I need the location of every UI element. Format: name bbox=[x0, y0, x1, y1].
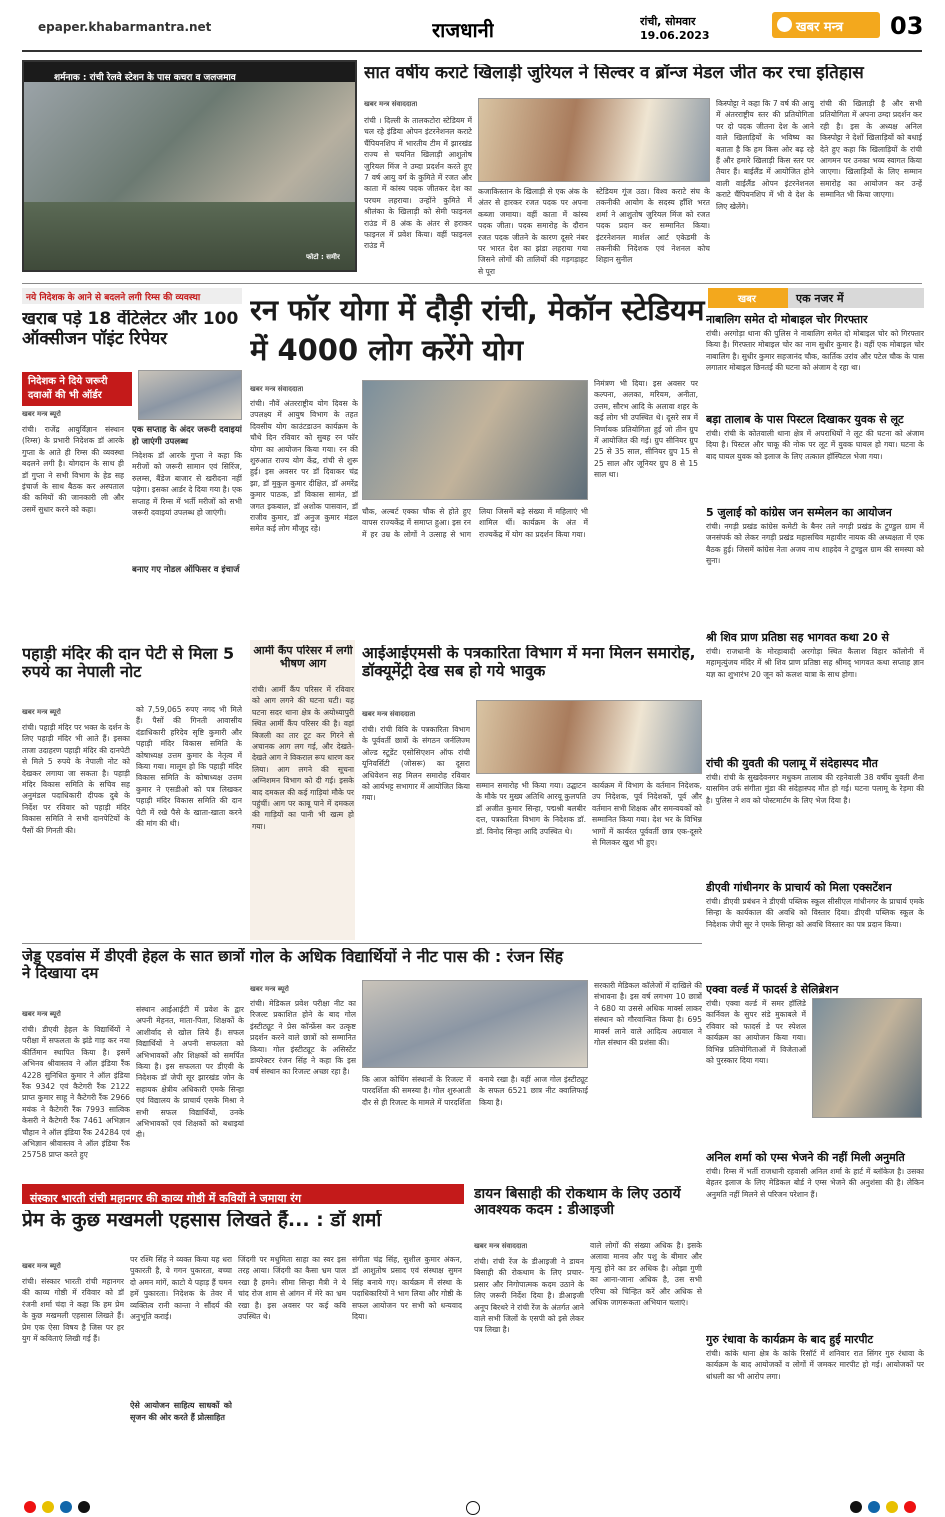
body-journalism-col1: रांची। रांची विवि के पत्रकारिता विभाग के पूर्ववर्ती छात्रों के संगठन जर्नलिज्म ओल्ड स्टूडेंट एसोसिएशन ऑफ रांची यूनिवर्सिटी (जोसरू) का दूसरा अधिवेशन सह मिलन समारोह रविवार को आर्यभट्ट सभागार में आयोजित किया गया। bbox=[362, 725, 470, 803]
section-title: राजधानी bbox=[432, 18, 494, 42]
brand-name: खबर मन्त्र bbox=[796, 20, 844, 35]
color-registration-icon bbox=[886, 1501, 898, 1513]
sidebar-item-body: रांची। रिम्स में भर्ती राजधानी रहवासी अनिल शर्मा के हार्ट में ब्लॉकेज है। उसका बेहतर इलाज के लिए मेडिकल बोर्ड ने एम्स भेजने की अनुशंसा की है। लेकिन अनुमति नहीं मिलने से परिजन परेशान हैं। bbox=[706, 1167, 924, 1199]
header-rule bbox=[22, 50, 922, 52]
sidebar-item-title[interactable]: बड़ा तालाब के पास पिस्टल दिखाकर युवक से लूट bbox=[706, 413, 904, 426]
body-karate-col2: कजाकिस्तान के खिलाड़ी से एक अंक के अंतर से हारकर रजत पदक पर अपना कब्जा जमाया। वहीं काता में कांस्य पदक जीता। पदक समारोह के दौरान रजत पदक जीतने के कारण दूसरे नंबर पर भारत देश का झंडा लहराया गया जिसने लोगों की तालियों की गड़गड़ाहट से पूरा bbox=[478, 187, 588, 276]
subhead-rims: एक सप्ताह के अंदर जरूरी दवाइयां हो जाएंगी उपलब्ध bbox=[132, 425, 242, 447]
sidebar-item-title[interactable]: रांची की युवती की पलामू में संदेहास्पद मौत bbox=[706, 757, 878, 770]
photo-run-for-yoga bbox=[362, 380, 588, 500]
body-witchcraft-col1: रांची। रांची रेंज के डीआइजी ने डायन बिसाही की रोकथाम के लिए प्रचार-प्रसार और निगोपात्मक कदम उठाने के लिए जरूरी निर्देश दिया है। डीआइजी अनूप बिरथरे ने रांची रेंज के अंतर्गत आने वाले सभी जिलों के एसपी को इसे लेकर पत्र लिखा है। bbox=[474, 1257, 584, 1335]
crosshair-icon bbox=[466, 1501, 480, 1515]
sidebar-brand-tag: खबर bbox=[708, 288, 788, 308]
headline-witchcraft[interactable]: डायन बिसाही की रोकथाम के लिए उठायें आवश्यक कदम : डीआइजी bbox=[474, 1186, 681, 1219]
photo-garbage-waterlogging bbox=[24, 82, 355, 270]
page-header bbox=[0, 0, 945, 52]
poetry-banner bbox=[22, 1184, 464, 1204]
body-journalism-col3: कार्यक्रम में विभाग के वर्तमान निदेशक, उप निदेशक, पूर्व निदेशकों, पूर्व और वर्तमान सभी शिक्षक और समन्वयकों को सम्मानित किया गया। देश भर के विभिन्न भागों में कार्यरत पूर्ववर्ती छात्र एक-दूसरे से मिलकर खुश भी हुए। bbox=[592, 781, 702, 848]
byline-rims: खबर मन्त्र ब्यूरो bbox=[22, 410, 61, 418]
body-witchcraft-col2: वाले लोगों की संख्या अधिक है। इसके अलावा मानव और पशु के बीमार और मृत्यु होने का डर अधिक है। ओझा गुणी का आना-जाना अधिक है, उस सभी एरिया को चिन्हित करें और अधिक से अधिक जागरूकता अभियान चलाएं। bbox=[590, 1241, 702, 1308]
sidebar-item-title[interactable]: एक्वा वर्ल्ड में फादर्स डे सेलिब्रेशन bbox=[706, 983, 839, 996]
body-poetry-col3: जिंदगी पर मधुमिता साहा का स्वर इस तरह आया। जिंदगी का कैसा भ्रम पाल रखा है हमने। सीमा सिन्हा मैत्री ने ये चांद रोज शाम से आंगन में मेरे का भ्रम रखा है। इस अवसर पर कई कवि उपस्थित थे। bbox=[238, 1255, 346, 1322]
body-poetry-col1: रांची। संस्कार भारती रांची महानगर की काव्य गोष्ठी में रविवार को डॉ रंजनी शर्मा चंदा ने कहा कि हम प्रेम के कुछ मखमली एहसास लिखते हैं। प्रेम एक ऐसा विषय है जिस पर हर युग में कविताएं लिखी गई हैं। bbox=[22, 1277, 124, 1344]
headline-rims[interactable]: खराब पड़े 18 वेंटिलेटर और 100 ऑक्सीजन पॉइंट रिपेयर bbox=[22, 310, 239, 349]
body-neet-col1: रांची। मेडिकल प्रवेश परीक्षा नीट का रिजल्ट प्रकाशित होने के बाद गोल इंस्टीट्यूट ने प्रेस कॉन्फ्रेंस कर उत्कृष्ट प्रदर्शन करने वाले छात्रों को सम्मानित किया। गोल इंस्टीट्यूट के असिस्टेंट डायरेक्टर रंजन सिंह ने कहा कि इस वर्ष संस्थान का रिजल्ट अच्छा रहा है। bbox=[250, 999, 356, 1077]
sidebar-item-title[interactable]: 5 जुलाई को कांग्रेस जन सम्मेलन का आयोजन bbox=[706, 506, 892, 519]
photo-journalism-meet bbox=[476, 700, 702, 774]
subhead-poetry: ऐसे आयोजन साहित्य साधकों को सृजन की ओर करते हैं प्रोत्साहित bbox=[130, 1401, 232, 1422]
headline-journalism[interactable]: आईआईएमसी के पत्रकारिता विभाग में मना मिलन समारोह, डॉक्यूमेंट्री देख सब हो गये भावुक bbox=[362, 645, 696, 680]
body-yoga-col2: चौक, अल्बर्ट एक्का चौक से होते हुए वापस राज्यकेंद्र में समाप्त हुआ। इस रन में हर उम्र के लोगों ने उत्साह से भाग लिया जिसमें बड़े संख्या में महिलाएं भी शामिल थीं। कार्यक्रम के अंत में राज्यकेंद्र में योग का प्रदर्शन किया गया। bbox=[362, 507, 588, 539]
headline-karate[interactable]: सात वर्षीय कराटे खिलाड़ी जुरियल ने सिल्वर व ब्रॉन्ज मेडल जीत कर रचा इतिहास bbox=[364, 64, 864, 83]
body-temple-col1: रांची। पहाड़ी मंदिर पर भक्त के दर्शन के लिए पहाड़ी मंदिर भी आते हैं। इसका ताजा उदाहरण पहाड़ी मंदिर की दानपेटी से मिले 5 रुपये के नेपाली नोट को देखकर लगाया जा सकता है। पहाड़ी मंदिर विकास समिति के सचिव सह अनुमंडल पदाधिकारी दीपक दुबे के निर्देश पर रविवार को पहाड़ी मंदिर विकास समिति ने सभी दानपेटियों के पैसों की गिनती की। bbox=[22, 723, 130, 835]
photo-rims bbox=[138, 370, 242, 420]
sidebar-item-body: रांची। कांके थाना क्षेत्र के कांके रिसॉर्ट में शनिवार रात सिंगर गुरु रंधावा के कार्यक्रम के बाद आयोजकों व लोगों में जमकर मारपीट हो गई। आयोजकों पर धांधली का भी आरोप लगा। bbox=[706, 1349, 924, 1381]
body-rims-col2: निदेशक डॉ आरके गुप्ता ने कहा कि मरीजों को जरूरी सामान एवं सिरिंज, रुलम्स, बैंडेज बाजार से खरीदना नहीं पड़ेगा। इसका आर्डर दे दिया गया है। एक सप्ताह में रिम्स में भर्ती मरीजों को सभी जरूरी दवाइयां उपलब्ध हो जाएंगी। bbox=[132, 451, 242, 518]
kicker-rims: नये निदेशक के आने से बदलने लगी रिम्स की व्यवस्था bbox=[22, 288, 242, 304]
sidebar-item-title[interactable]: श्री शिव प्राण प्रतिष्ठा सह भागवत कथा 20 से bbox=[706, 631, 889, 644]
sidebar-item-body: रांची। डीएवी प्रबंधन ने डीएवी पब्लिक स्कूल सीसीएल गांधीनगर के प्राचार्य एमके सिन्हा के कार्यकाल की अवधि को विस्तार दिया। डीएवी पब्लिक स्कूल के निदेशक जेपी सूर ने एमके सिन्हा को अवधि विस्तार का पत्र प्रदान किया। bbox=[706, 897, 924, 929]
color-registration-icon bbox=[24, 1501, 36, 1513]
color-registration-icon bbox=[42, 1501, 54, 1513]
photo-fathers-day bbox=[812, 998, 922, 1118]
brand-mark-icon bbox=[777, 17, 792, 32]
body-poetry-col2: पर रश्मि सिंह ने व्यक्त किया यह धरा पुकारती है, वे गगन पुकारता, बच्चा दो अमन मांगें, काटो ये पहाड़ हैं चमन हमें पुकारता। निदेशक के तेवर में व्यक्तित्व रानी कान्ता ने सौंदर्य की अनुभूति कराई। bbox=[130, 1255, 232, 1322]
sidebar-item-title[interactable]: गुरु रंधावा के कार्यक्रम के बाद हुई मारपीट bbox=[706, 1333, 874, 1346]
byline-neet: खबर मन्त्र ब्यूरो bbox=[250, 985, 289, 993]
divider bbox=[22, 283, 922, 284]
body-karate-col1: रांची । दिल्ली के तालकटोरा स्टेडियम में चल रहे इंडिया ओपन इंटरनेशनल कराटे चैंपियनशिप में भारतीय टीम में झारखंड राज्य से चयनित खिलाड़ी आशुतोष जुरियल मिंज ने उम्दा प्रदर्शन करते हुए 7 वर्ष आयु वर्ग के कुमिते में रजत और काता में कांस्य पदक जीतकर देश का परचम लहराया। उन्होंने कुमिते में श्रीलंका के खिलाड़ी को सेमी फाइनल राउंड में 8 अंक के अंतर से हराकर फाइनल में प्रवेश किया। वहीं फाइनल राउंड में bbox=[364, 116, 472, 251]
byline-karate: खबर मन्त्र संवाददाता bbox=[364, 100, 418, 108]
issue-date: 19.06.2023 bbox=[640, 29, 710, 42]
photo-caption: शर्मनाक : रांची रेलवे स्टेशन के पास कचरा व जलजमाव bbox=[54, 73, 236, 82]
photo-karate-medal bbox=[478, 98, 710, 182]
byline-journalism: खबर मन्त्र संवाददाता bbox=[362, 710, 416, 718]
headline-fire[interactable]: आर्मी कैंप परिसर में लगी भीषण आग bbox=[253, 645, 353, 670]
body-yoga-col1: रांची। नौवें अंतरराष्ट्रीय योग दिवस के उपलक्ष्य में आयुष विभाग के तहत दिवसीय योग काउंटडाउन कार्यक्रम के चौथे दिन रविवार को सुबह रन फॉर योगा का आयोजन किया गया। रन की शुरुआत राज्य योग केंद्र, रांची से शुरू हुई। इस अवसर पर डॉ दिवाकर चंद्र झा, डॉ मुकुल कुमार दीक्षित, डॉ अमरेंद्र कुमार पाठक, डॉ विकास सामंत, डॉ जगत इकबाल, डॉ अशोक पासवान, डॉ राजीव कुमार, डॉ अनुज कुमार मंडल समेत कई लोग मौजूद रहे। bbox=[250, 399, 358, 534]
body-rims-col1: रांची। राजेंद्र आयुर्विज्ञान संस्थान (रिम्स) के प्रभारी निदेशक डॉ आरके गुप्ता के आते ही रिम्स की व्यवस्था बदलने लगी है। योगदान के साथ ही डॉ गुप्ता ने सभी विभाग के हेड सह इंचार्ज के साथ बैठक कर अस्पताल की कमियों की जानकारी ली और उसमें सुधार करने को कहा। bbox=[22, 425, 124, 514]
byline-poetry: खबर मन्त्र ब्यूरो bbox=[22, 1262, 61, 1270]
sidebar-item-body: रांची। नगड़ी प्रखंड कांग्रेस कमेटी के बैनर तले नगड़ी प्रखंड के टुण्डुल ग्राम में जनसंपर्क को लेकर नगड़ी प्रखंड महासचिव महावीर नायक की अध्यक्षता में एक बैठक हुई। जिसमें कांग्रेस नेता अजय नाथ शाहदेव ने टुण्डुल ग्राम की समस्या को सुना। bbox=[706, 522, 924, 566]
headline-dav[interactable]: जेड्ड एडवांस में डीएवी हेहल के सात छात्रों ने दिखाया दम bbox=[22, 948, 245, 983]
divider bbox=[22, 943, 702, 944]
page-footer bbox=[0, 1493, 945, 1517]
sidebar-item-title[interactable]: अनिल शर्मा को एम्स भेजने की नहीं मिली अनुमति bbox=[706, 1151, 905, 1164]
headline-neet[interactable]: गोल के अधिक विद्यार्थियों ने नीट पास की : रंजन सिंह bbox=[250, 948, 564, 966]
body-fire: रांची। आर्मी कैंप परिसर में रविवार को आग लगने की घटना घटी। यह घटना सदर थाना क्षेत्र के अयोध्यापुरी स्थित आर्मी कैंप परिसर की है। वहां बिजली का तार टूट कर गिरने से अचानक आग लग गई, और देखते-देखते आग ने विकराल रूप धारण कर लिया। आग लगने की सूचना अग्निशमन विभाग को दी गई। इसके बाद दमकल की कई गाड़ियां मौके पर पहुंचीं। आग पर काबू पाने में दमकल की गाड़ियों का पानी भी खत्म हो गया। bbox=[252, 685, 354, 831]
headline-poetry[interactable]: प्रेम के कुछ मखमली एहसास लिखते हैं... : डॉ शर्मा bbox=[22, 1210, 382, 1231]
color-registration-icon bbox=[850, 1501, 862, 1513]
sidebar-item-body: रांची। राजधानी के मोरहाबादी अरगोड़ा स्थित कैलाश विहार कॉलोनी में महामृत्युंजय मंदिर में श्री शिव प्राण प्रतिष्ठा सह श्रीमद् भागवत कथा सप्ताह ज्ञान यज्ञ का शुभारंभ 20 जून को कलश यात्रा के साथ होगा। bbox=[706, 647, 924, 679]
body-dav-col1: रांची। डीएवी हेहल के विद्यार्थियों ने परीक्षा में सफलता के झंडे गाड़ कर नया कीर्तिमान स्थापित किया है। इसमें अभिनव श्रीवास्तव ने ऑल इंडिया रैंक 4228 सुनिधित कुमार ने ऑल इंडिया रैंक 9342 एवं कैटेगरी रैंक 2122 प्राप्त कुमार साहू ने कैटेगरी रैंक 2966 मयंक ने कैटेगरी रैंक 7993 सात्विक केसरी ने कैटेगरी रैंक 7461 अभिज्ञान चौहान ने ऑल इंडिया रैंक 24284 एवं अभिज्ञान श्रीवास्तव ने ऑल इंडिया रैंक 25758 प्राप्त करते हुए bbox=[22, 1025, 130, 1160]
body-karate-col4: किस्पोट्टा ने कहा कि 7 वर्ष की आयु में अंतरराष्ट्रीय स्तर की प्रतियोगिता पर दो पदक जीतना देश के आने वाले खिलाड़ियों के भविष्य का बताता है कि हम किस ओर बढ़ रहे हैं और हमारे खिलाड़ी किस स्तर पर तैयार हैं। बाईलैंड में आयोजित होने वाली वाईलैंड ओपन इंटरनेशनल कराटे चैंपियनशिप में भी वे देश के लिए खेलेंगे। bbox=[716, 99, 814, 211]
sidebar-header bbox=[708, 288, 924, 308]
photo-credit: फोटो : समीर bbox=[306, 253, 340, 261]
sidebar-item-title[interactable]: डीएवी गांधीनगर के प्राचार्य को मिला एक्सटेंशन bbox=[706, 881, 892, 894]
byline-witchcraft: खबर मन्त्र संवाददाता bbox=[474, 1242, 528, 1250]
body-neet-col2: कि आज कोचिंग संस्थानों के रिजल्ट में पारदर्शिता की समस्या है। गोल शुरुआती दौर से ही रिजल्ट के मामले में पारदर्शिता बनाये रखा है। वहीं आज गोल इंस्टीट्यूट के सफल 6521 छात्र नीट क्वालिफाई किया है। bbox=[362, 1075, 588, 1107]
sidebar-item-body: रांची। रांची के सुखदेवनगर मधुकम तालाब की रहनेवाली 38 वर्षीय युवती शैना यासमिन उर्फ संगीता मुंडा की संदेहास्पद मौत हो गई। घटना पलामू के रेड़मा की है। पुलिस ने शव को पोस्टमार्टम के लिए भेज दिया है। bbox=[706, 773, 924, 805]
color-registration-icon bbox=[904, 1501, 916, 1513]
photo-neet-students bbox=[362, 980, 588, 1068]
body-temple-col2: को 7,59,065 रुपए नगद भी मिले हैं। पैसों की गिनती आवासीय दंडाधिकारी हरिदेव सृष्टि कुमारी और पहाड़ी मंदिर विकास समिति के कोषाध्यक्ष उत्तम कुमार के नेतृत्व में किया गया। मालूम हो कि पहाड़ी मंदिर विकास समिति के कोषाध्यक्ष उत्तम कुमार ने एसडीओ को पत्र लिखकर पहाड़ी मंदिर विकास समिति की दान पेटी में रखे पैसे के खाता-खाता करने की मांग की थी। bbox=[136, 705, 242, 829]
body-karate-col5: रांची की खिलाड़ी है और सभी प्रतियोगिता में अपना उम्दा प्रदर्शन कर रही है। इस के अध्यक्ष अनिल किस्पोट्टा ने देशों खिलाड़ियों को बधाई देते हुए कहा कि खिलाड़ियों के रांची आगमन पर उनका भव्य स्वागत किया जाएगा। खिलाड़ियों के लिए सम्मान समारोह का आयोजन कर उन्हें सम्मानित भी किया जाएगा। bbox=[820, 99, 922, 200]
body-poetry-col4: संगीता चंद्र सिंह, सुशील कुमार अंकन, डॉ आशुतोष प्रसाद एवं संस्थाक्ष सुमन सिंह बनाये गए। कार्यक्रम में संस्था के पदाधिकारियों ने भाग लिया और गोष्ठी के सफल आयोजन पर सभी को धन्यवाद दिया। bbox=[352, 1255, 462, 1322]
byline-yoga: खबर मन्त्र संवाददाता bbox=[250, 385, 304, 393]
body-journalism-col2: सम्मान समारोह भी किया गया। उद्घाटन के मौके पर मुख्य अतिथि आरयू कुलपति डॉ अजीत कुमार सिन्हा, पद्मश्री बलबीर दत्त, पत्रकारिता विभाग के निदेशक डॉ. डॉ. विनोद सिन्हा आदि उपस्थित थे। bbox=[476, 781, 586, 836]
headline-yoga[interactable]: रन फॉर योगा में दौड़ी रांची, मेकॉन स्टेडियम में 4000 लोग करेंगे योग bbox=[250, 293, 705, 367]
body-neet-col3: सरकारी मेडिकल कॉलेजों में दाखिले की संभावना है। इस वर्ष लगभग 10 छात्रों ने 680 या उससे अधिक मार्क्स लाकर संस्थान को गौरवान्वित किया है। 695 मार्क्स लाने वाले आदित्य अग्रवाल ने गोल संस्थान की प्रशंसा की। bbox=[594, 981, 702, 1048]
color-registration-icon bbox=[78, 1501, 90, 1513]
subhead-rims-2: बनाए गए नोडल ऑफिसर व इंचार्ज bbox=[132, 565, 240, 575]
body-yoga-col3: निमंत्रण भी दिया। इस अवसर पर कल्पना, अलका, मरियम, अनीता, उत्तम, सौरभ आदि के अलावा शहर के कई लोग भी उपस्थित थे। दूसरे सत्र में निर्णायक प्रतियोगिता हुई जो तीन ग्रुप में आयोजित की गई। ग्रुप सीनियर ग्रुप 25 से 35 साल, सीनियर ग्रुप 15 से 25 साल और जूनियर ग्रुप 8 से 15 साल था। bbox=[594, 379, 698, 480]
byline-temple: खबर मन्त्र ब्यूरो bbox=[22, 708, 61, 716]
photo-story bbox=[22, 60, 357, 272]
page-number: 03 bbox=[890, 12, 924, 40]
sidebar-item-body: रांची। एक्वा वर्ल्ड में समर हॉलिडे कार्निवल के सुपर संडे मुकाबले में रविवार को फादर्स डे पर स्पेशल कार्यक्रम का आयोजन किया गया। विभिन्न प्रतियोगिताओं में विजेताओं को पुरस्कार दिया गया। bbox=[706, 999, 806, 1066]
headline-temple[interactable]: पहाड़ी मंदिर की दान पेटी से मिला 5 रुपये का नेपाली नोट bbox=[22, 645, 235, 682]
sidebar-item-body: रांची। अरगोड़ा थाना की पुलिस ने नाबालिग समेत दो मोबाइल चोर को गिरफ्तार किया है। गिरफ्तार मोबाइल चोर का नाम सुधीर कुमार है। वहीं एक मोबाइल चोर नाबालिग है। सुधीर कुमार सहजानंद चौक, कार्तिक उरांव और पटेल चौक के पास लगातार मोबाइल छिनतई की घटना को अंजाम दे रहा था। bbox=[706, 329, 924, 373]
sidebar-item-body: रांची। रांची के कोतवाली थाना क्षेत्र में अपराधियों ने लूट की घटना को अंजाम दिया है। पिस्टल और चाकू की नोक पर लूट में युवक घायल हो गया। घटना के बाद घायल युवक को इलाज के लिए तत्काल हॉस्पिटल भेजा गया। bbox=[706, 429, 924, 461]
body-karate-col3: स्टेडियम गूंज उठा। विश्व कराटे संघ के तकनीकी आयोग के सदस्य हाँशि भरत शर्मा ने आशुतोष जुरियल मिंज को रजत पदक प्रदान कर सम्मानित किया। इंटरनेशनल मार्शल आर्ट एकेडमी के तकनीकी निदेशक एवं नेशनल कोच शिहान सुनील bbox=[596, 187, 710, 265]
byline-dav: खबर मन्त्र ब्यूरो bbox=[22, 1010, 61, 1018]
sidebar-item-title[interactable]: नाबालिग समेत दो मोबाइल चोर गिरफ्तार bbox=[706, 313, 868, 326]
brand-logo bbox=[772, 12, 880, 38]
site-url[interactable]: epaper.khabarmantra.net bbox=[38, 20, 212, 34]
poetry-banner-text: संस्कार भारती रांची महानगर की काव्य गोष्ठी में कवियों ने जमाया रंग bbox=[30, 1192, 302, 1204]
sidebar-title: एक नजर में bbox=[788, 288, 924, 308]
place-day: रांची, सोमवार bbox=[640, 15, 696, 28]
rims-redbox: निदेशक ने दिये जरूरी दवाओं की भी ऑर्डर bbox=[22, 372, 132, 406]
color-registration-icon bbox=[60, 1501, 72, 1513]
body-dav-col2: संस्थान आईआईटी में प्रवेश के द्वार अपनी मेहनत, माता-पिता, शिक्षकों के आशीर्वाद से खोल लिये हैं। सफल विद्यार्थियों ने अपनी सफलता को अभिभावकों और शिक्षकों को समर्पित किया है। इस सफलता पर डीएवी के निदेशक डॉ जेपी सूर झारखंड जोन के सहायक क्षेत्रीय अधिकारी एमके सिन्हा एवं विद्यालय के प्राचार्य एसके मिश्रा ने सभी सफल विद्यार्थियों, उनके अभिभावकों एवं शिक्षकों को बधाइयां दी। bbox=[136, 1005, 244, 1140]
photo-caption-bar bbox=[24, 62, 355, 82]
color-registration-icon bbox=[868, 1501, 880, 1513]
